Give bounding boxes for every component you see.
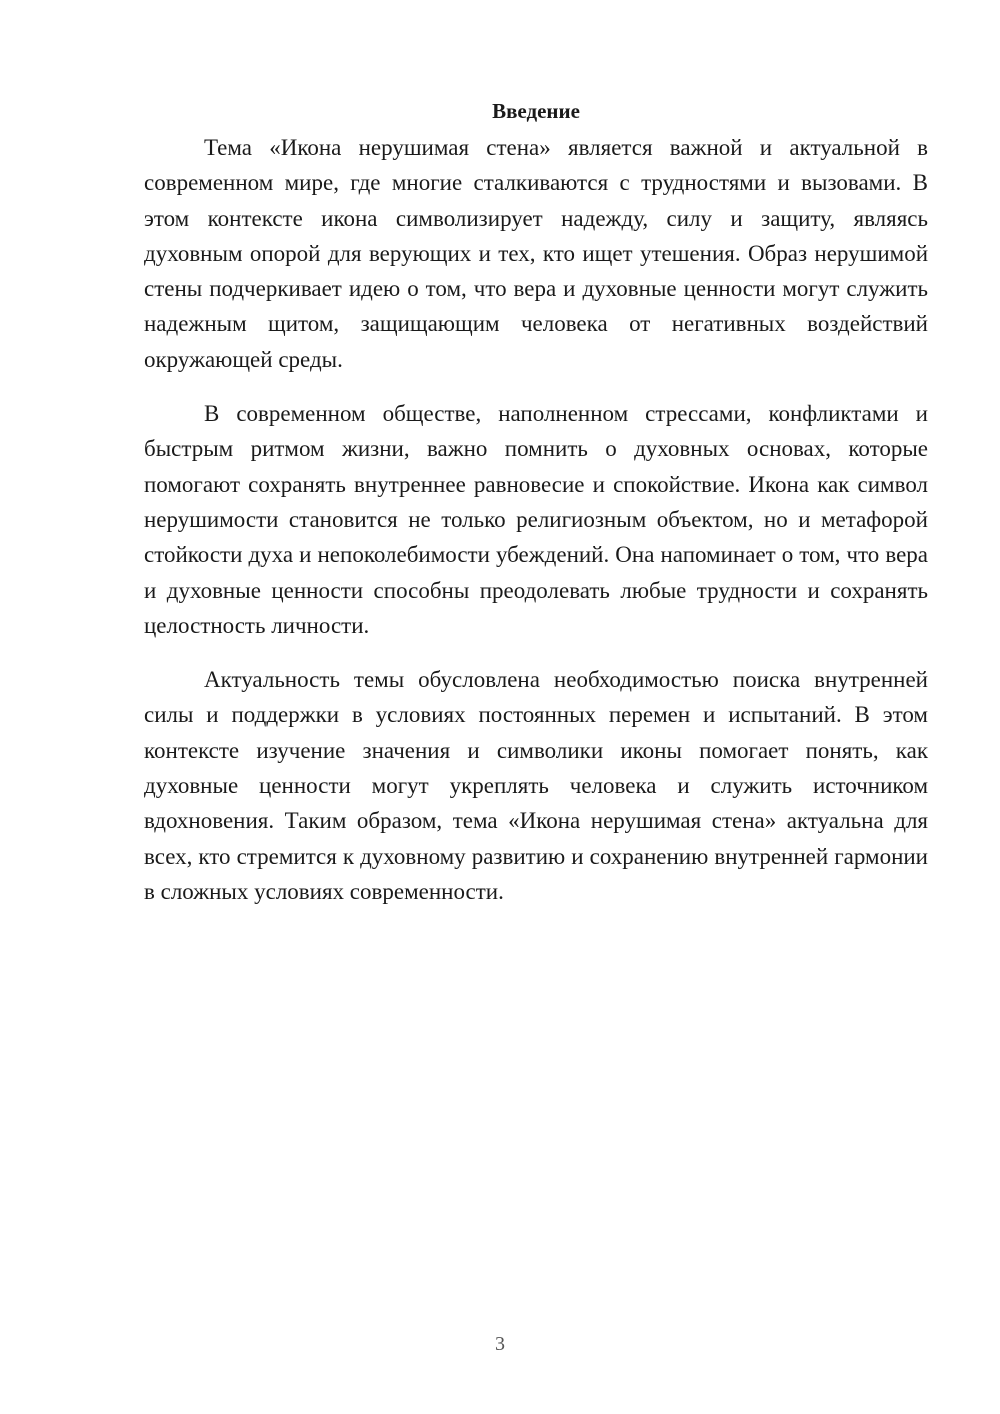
paragraph-1: Тема «Икона нерушимая стена» является важной и актуальной в современном мире, где многие сталкиваются с трудностями и вызовами. В этом контексте икона символизирует надежду, силу и защиту, являясь духовным опорой для верующих и тех, кто ищет утешения. Образ нерушимой стены подчеркивает идею о том, что вера и духовные ценности могут служить надежным щитом, защищающим человека от негативных воздействий окружающей среды. [144,135,928,372]
section-heading: Введение [492,99,580,123]
page-content [144,96,928,928]
page-number: 3 [495,1333,505,1355]
paragraph-2: В современном обществе, наполненном стрессами, конфликтами и быстрым ритмом жизни, важно помнить о духовных основах, которые помогают сохранять внутреннее равновесие и спокойствие. Икона как символ нерушимости становится не только религиозным объектом, но и метафорой стойкости духа и непоколебимости убеждений. Она напоминает о том, что вера и духовные ценности способны преодолевать любые трудности и сохранять целостность личности. [144,401,928,638]
paragraph-3: Актуальность темы обусловлена необходимостью поиска внутренней силы и поддержки в условиях постоянных перемен и испытаний. В этом контексте изучение значения и символики иконы помогает понять, как духовные ценности могут укреплять человека и служить источником вдохновения. Таким образом, тема «Икона нерушимая стена» актуальна для всех, кто стремится к духовному развитию и сохранению внутренней гармонии в сложных условиях современности. [144,667,928,904]
